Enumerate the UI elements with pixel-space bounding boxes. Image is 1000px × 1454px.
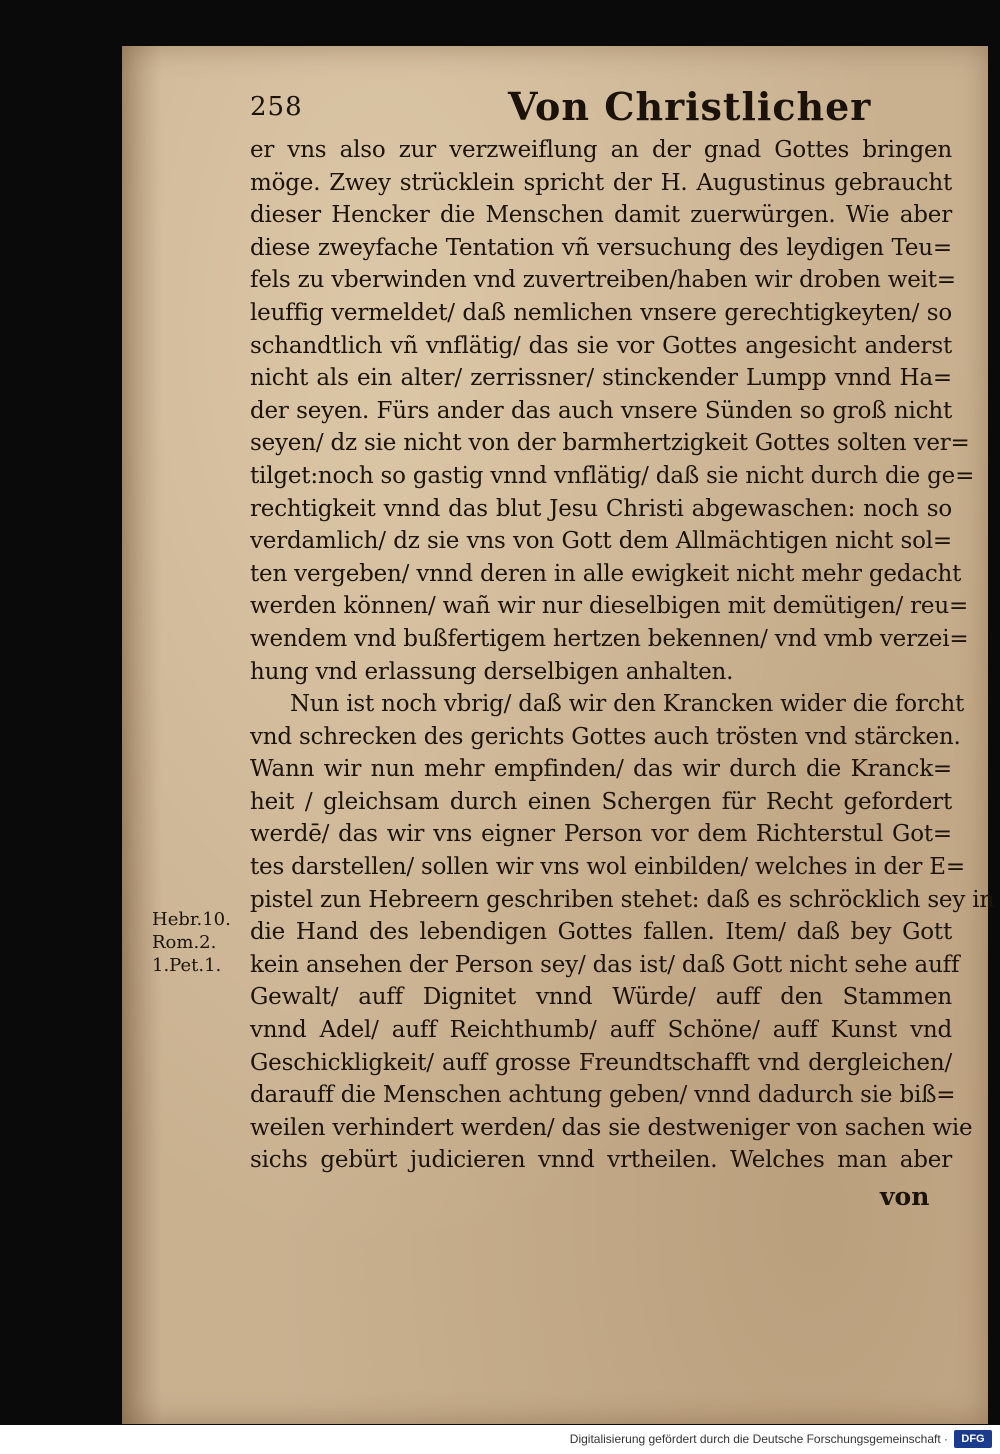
text-line: verdamlich/ dz sie vns von Gott dem Allmächtigen nicht sol= xyxy=(250,528,952,555)
marginal-note: 1.Pet.1. xyxy=(152,955,222,976)
text-line: kein ansehen der Person sey/ das ist/ daß Gott nicht sehe auff xyxy=(250,951,960,978)
marginal-note: Hebr.10. xyxy=(152,909,231,930)
text-line: werden können/ wañ wir nur dieselbigen mit demütigen/ reu= xyxy=(250,593,969,620)
text-line: wendem vnd bußfertigem hertzen bekennen/ vnd vmb verzei= xyxy=(250,625,969,652)
text-line: Gewalt/ auff Dignitet vnnd Würde/ auff den Stammen xyxy=(250,984,952,1011)
text-line: fels zu vberwinden vnd zuvertreiben/haben wir droben weit= xyxy=(250,267,956,294)
body-text xyxy=(250,134,995,1177)
text-line: dieser Hencker die Menschen damit zuerwürgen. Wie aber xyxy=(250,202,952,229)
text-line: darauff die Menschen achtung geben/ vnnd dadurch sie biß= xyxy=(250,1082,956,1109)
text-line: Geschickligkeit/ auff grosse Freundtschafft vnd dergleichen/ xyxy=(250,1049,952,1076)
text-line: weilen verhindert werden/ das sie destweniger von sachen wie xyxy=(250,1114,973,1141)
text-line: Nun ist noch vbrig/ daß wir den Krancken wider die forcht xyxy=(290,691,965,718)
catchword: von xyxy=(880,1182,930,1211)
text-line: heit / gleichsam durch einen Schergen für Recht gefordert xyxy=(250,788,952,815)
text-line: sichs gebürt judicieren vnnd vrtheilen. Welches man aber xyxy=(250,1147,952,1174)
text-line: pistel zun Hebreern geschriben stehet: daß es schröcklich sey in xyxy=(250,886,995,913)
text-line: leuffig vermeldet/ daß nemlichen vnsere gerechtigkeyten/ so xyxy=(250,299,952,326)
text-line: hung vnd erlassung derselbigen anhalten. xyxy=(250,658,734,685)
text-line: tes darstellen/ sollen wir vns wol einbilden/ welches in der E= xyxy=(250,854,965,881)
marginal-note: Rom.2. xyxy=(152,932,217,953)
page-number: 258 xyxy=(250,92,303,122)
text-line: ten vergeben/ vnnd deren in alle ewigkeit nicht mehr gedacht xyxy=(250,560,962,587)
text-line: möge. Zwey strücklein spricht der H. Augustinus gebraucht xyxy=(250,169,952,196)
page-header xyxy=(250,84,950,134)
text-line: vnd schrecken des gerichts Gottes auch trösten vnd stärcken. xyxy=(250,723,961,750)
text-line: er vns also zur verzweiflung an der gnad Gottes bringen xyxy=(250,137,952,163)
text-line: tilget:noch so gastig vnnd vnflätig/ daß sie nicht durch die ge= xyxy=(250,462,975,489)
text-line: vnnd Adel/ auff Reichthumb/ auff Schöne/ auff Kunst vnd xyxy=(250,1017,952,1044)
text-line: diese zweyfache Tentation vñ versuchung des leydigen Teu= xyxy=(250,234,952,261)
running-title: Von Christlicher xyxy=(508,84,872,129)
text-line: die Hand des lebendigen Gottes fallen. Item/ daß bey Gott xyxy=(250,919,952,946)
text-line: schandtlich vñ vnflätig/ das sie vor Gottes angesicht anderst xyxy=(250,332,952,359)
text-line: Wann wir nun mehr empfinden/ das wir durch die Kranck= xyxy=(250,756,952,783)
dfg-logo-icon: DFG xyxy=(954,1430,992,1448)
text-line: nicht als ein alter/ zerrissner/ stinckender Lumpp vnnd Ha= xyxy=(250,365,952,392)
footer-credit: Digitalisierung gefördert durch die Deutsche Forschungsgemeinschaft · xyxy=(569,1432,948,1446)
text-line: der seyen. Fürs ander das auch vnsere Sünden so groß nicht xyxy=(250,397,952,424)
footer-bar xyxy=(0,1425,1000,1454)
text-line: seyen/ dz sie nicht von der barmhertzigkeit Gottes solten ver= xyxy=(250,430,970,457)
text-line: rechtigkeit vnnd das blut Jesu Christi abgewaschen: noch so xyxy=(250,495,952,522)
marginal-notes xyxy=(152,908,242,977)
text-line: werdē/ das wir vns eigner Person vor dem Richterstul Got= xyxy=(250,821,952,848)
